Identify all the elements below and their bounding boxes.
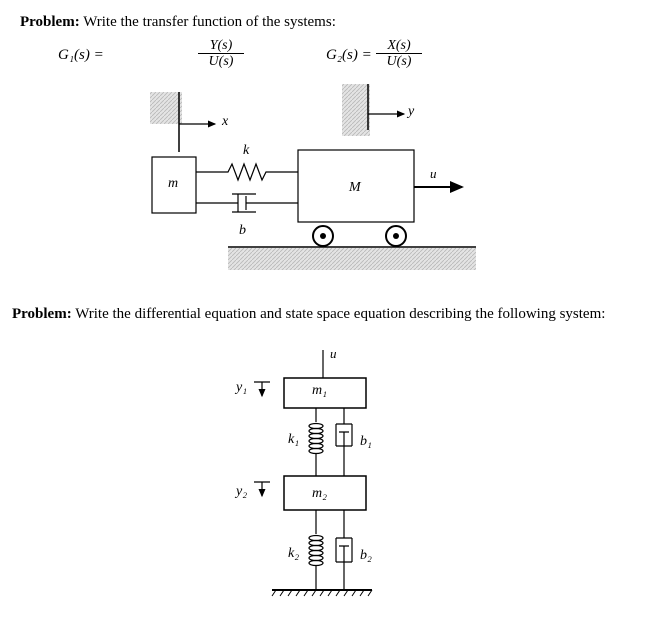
m2-label: m₂ xyxy=(312,486,327,501)
spring-k xyxy=(196,164,298,180)
m-label: m xyxy=(168,176,179,191)
wheel-right xyxy=(386,226,406,246)
k2-label: k₂ xyxy=(288,546,300,561)
problem1-text: Write the transfer function of the systems: xyxy=(83,14,336,30)
y2-label: y₂ xyxy=(236,484,248,499)
y2-indicator xyxy=(254,482,270,496)
problem2-label: Problem: xyxy=(12,306,72,322)
g2-numerator: X(s) xyxy=(376,38,422,54)
u-label-2: u xyxy=(330,346,337,361)
b2-label: b₂ xyxy=(360,548,372,563)
top-wall xyxy=(342,84,370,136)
damper-b xyxy=(196,194,298,212)
k-label: k xyxy=(243,143,250,158)
m1-label: m₁ xyxy=(312,383,327,398)
b-label: b xyxy=(239,223,246,238)
y1-label: y₁ xyxy=(236,380,248,395)
problem2-statement xyxy=(12,304,610,324)
problem2-text: Write the differential equation and state space equation describing the following system: xyxy=(75,306,606,322)
ground-hatch xyxy=(228,248,476,270)
M-label: M xyxy=(349,180,361,195)
y1-indicator xyxy=(254,382,270,396)
wheel-left xyxy=(313,226,333,246)
left-wall xyxy=(150,92,182,124)
u-label-1: u xyxy=(430,166,437,181)
spring-k1 xyxy=(309,408,323,476)
damper-b2 xyxy=(336,510,352,590)
problem1-label: Problem: xyxy=(20,14,80,30)
g1-numerator: Y(s) xyxy=(198,38,244,54)
damper-b1 xyxy=(336,408,352,476)
k1-label: k₁ xyxy=(288,432,300,447)
x-label: x xyxy=(222,114,229,129)
y-label: y xyxy=(408,104,415,119)
g1-lhs: G₁(s) = xyxy=(58,47,104,63)
spring-k2 xyxy=(309,510,323,590)
g2-lhs: G₂(s) = xyxy=(326,47,372,63)
g1-denominator: U(s) xyxy=(208,54,234,69)
g2-denominator: U(s) xyxy=(386,54,412,69)
b1-label: b₁ xyxy=(360,434,372,449)
